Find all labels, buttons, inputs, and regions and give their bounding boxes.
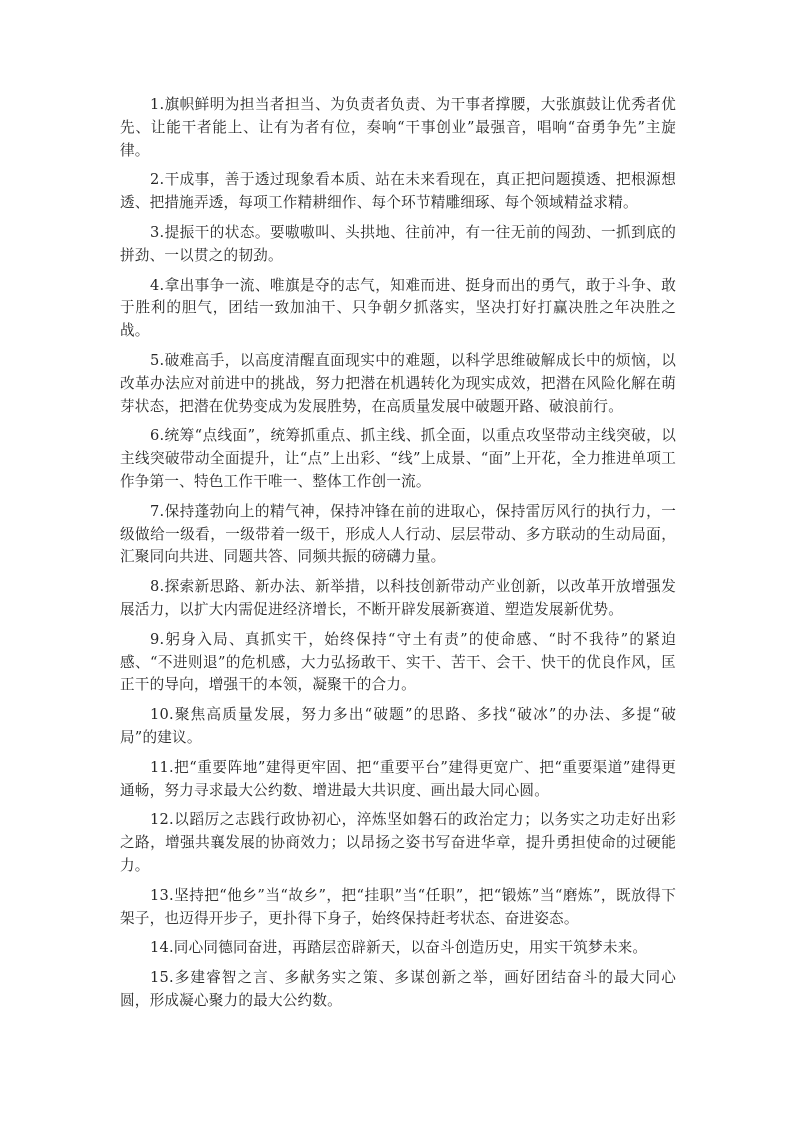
paragraph-10: 10.聚焦高质量发展，努力多出“破题”的思路、多找“破冰”的办法、多提“破局”的建议。	[120, 706, 676, 746]
document-body	[120, 94, 676, 1020]
paragraph-15: 15.多建睿智之言、多献务实之策、多谋创新之举，画好团结奋斗的最大同心圆，形成凝心聚力的最大公约数。	[120, 969, 676, 1009]
paragraph-7: 7.保持蓬勃向上的精气神，保持冲锋在前的进取心，保持雷厉风行的执行力，一级做给一级看，一级带着一级干，形成人人行动、层层带动、多方联动的生动局面，汇聚同向共进、同题共答、同频共振的磅礴力量。	[120, 502, 676, 566]
paragraph-9: 9.躬身入局、真抓实干，始终保持“守土有责”的使命感、“时不我待”的紧迫感、“不进则退”的危机感，大力弘扬敢干、实干、苦干、会干、快干的优良作风，匡正干的导向，增强干的本领，凝聚干的合力。	[120, 630, 676, 694]
paragraph-4: 4.拿出事争一流、唯旗是夺的志气，知难而进、挺身而出的勇气，敢于斗争、敢于胜利的胆气，团结一致加油干、只争朝夕抓落实，坚决打好打赢决胜之年决胜之战。	[120, 276, 676, 340]
paragraph-8: 8.探索新思路、新办法、新举措，以科技创新带动产业创新，以改革开放增强发展活力，以扩大内需促进经济增长，不断开辟发展新赛道、塑造发展新优势。	[120, 578, 676, 618]
paragraph-6: 6.统筹“点线面”，统筹抓重点、抓主线、抓全面，以重点攻坚带动主线突破，以主线突破带动全面提升，让“点”上出彩、“线”上成景、“面”上开花，全力推进单项工作争第一、特色工作干唯一、整体工作创一流。	[120, 427, 676, 490]
paragraph-1: 1.旗帜鲜明为担当者担当、为负责者负责、为干事者撑腰，大张旗鼓让优秀者优先、让能干者能上、让有为者有位，奏响“干事创业”最强音，唱响“奋勇争先”主旋律。	[120, 96, 676, 159]
paragraph-11: 11.把“重要阵地”建得更牢固、把“重要平台”建得更宽广、把“重要渠道”建得更通畅，努力寻求最大公约数、增进最大共识度、画出最大同心圆。	[120, 758, 676, 799]
paragraph-3: 3.提振干的状态。要嗷嗷叫、头拱地、往前冲，有一往无前的闯劲、一抓到底的拼劲、一以贯之的韧劲。	[120, 223, 676, 264]
paragraph-13: 13.坚持把“他乡”当“故乡”，把“挂职”当“任职”，把“锻炼”当“磨炼”，既放得下架子，也迈得开步子，更扑得下身子，始终保持赶考状态、奋进姿态。	[120, 886, 676, 927]
paragraph-14: 14.同心同德同奋进，再踏层峦辟新天，以奋斗创造历史，用实干筑梦未来。	[150, 939, 648, 957]
paragraph-12: 12.以蹈厉之志践行政协初心，淬炼坚如磐石的政治定力；以务实之功走好出彩之路，增强共襄发展的协商效力；以昂扬之姿书写奋进华章，提升勇担使命的过硬能力。	[120, 811, 676, 874]
paragraph-2: 2.干成事，善于透过现象看本质、站在未来看现在，真正把问题摸透、把根源想透、把措施弄透，每项工作精耕细作、每个环节精雕细琢、每个领域精益求精。	[120, 171, 676, 212]
paragraph-5: 5.破难高手，以高度清醒直面现实中的难题，以科学思维破解成长中的烦恼，以改革办法应对前进中的挑战，努力把潜在机遇转化为现实成效，把潜在风险化解在萌芽状态，把潜在优势变成为发展胜势，在高质量发展中破题开路、破浪前行。	[120, 351, 676, 415]
